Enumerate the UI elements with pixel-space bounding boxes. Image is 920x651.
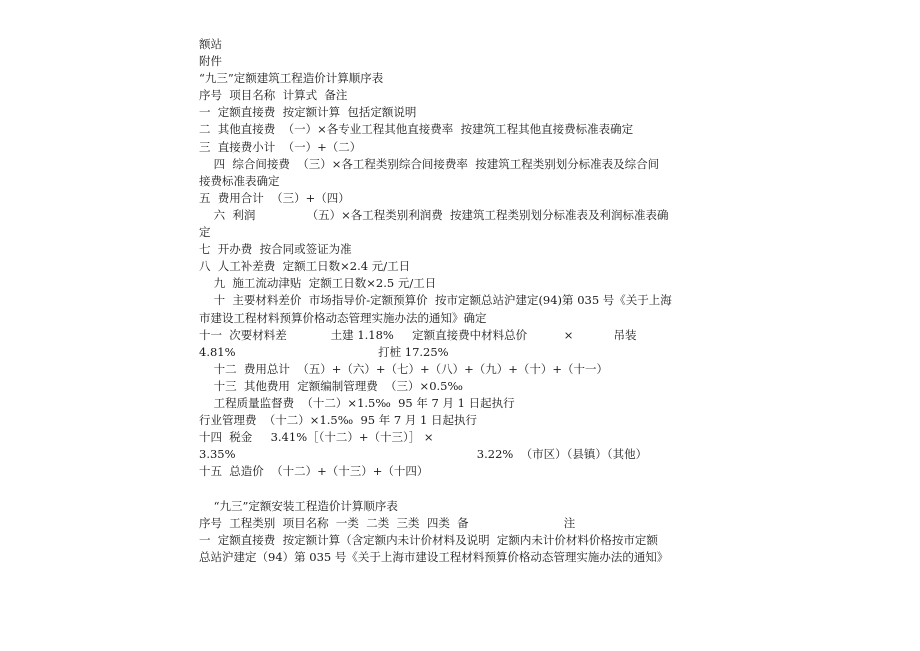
table-title-building: “九三”定额建筑工程造价计算顺序表 (199, 71, 384, 86)
text-line: 五 费用合计 （三）+（四） (199, 190, 350, 205)
document-page (199, 36, 721, 566)
text-line: 行业管理费 （十二）×1.5‰ 95 年 7 月 1 日起执行 (199, 413, 478, 428)
text-line: 二 其他直接费 （一）×各专业工程其他直接费率 按建筑工程其他直接费标准表确定 (199, 122, 634, 137)
text-line: 十一 次要材料差 土建 1.18% 定额直接费中材料总价 × 吊装 (199, 327, 637, 342)
text-line: 三 直接费小计 （一）+（二） (199, 139, 362, 154)
text-line: 七 开办费 按合同或签证为准 (199, 242, 352, 257)
text-line: 九 施工流动津贴 定额工日数×2.5 元/工日 (199, 276, 437, 291)
text-line: 市建设工程材料预算价格动态管理实施办法的通知》确定 (199, 310, 487, 325)
text-line: 十五 总造价 （十二）+（十三）+（十四） (199, 464, 429, 479)
text-line: 附件 (199, 54, 222, 69)
text-line: 十 主要材料差价 市场指导价-定额预算价 按市定额总站沪建定(94)第 035 号《关于上海 (199, 293, 672, 308)
text-line: 十二 费用总计 （五）+（六）+（七）+（八）+（九）+（十）+（十一） (199, 361, 609, 376)
text-line: 定 (199, 225, 211, 240)
text-line: 八 人工补差费 定额工日数×2.4 元/工日 (199, 259, 411, 274)
text-line: 接费标准表确定 (199, 173, 280, 188)
table-header-building: 序号 项目名称 计算式 备注 (199, 88, 348, 103)
text-line: 额站 (199, 37, 222, 51)
table-header-installation: 序号 工程类别 项目名称 一类 二类 三类 四类 备 注 (199, 515, 576, 530)
blank-line (199, 480, 721, 497)
text-line: 3.35% 3.22% （市区）（县镇）（其他） (199, 447, 648, 462)
text-line: 四 综合间接费 （三）×各工程类别综合间接费率 按建筑工程类别划分标准表及综合间 (199, 156, 660, 171)
table-title-installation: “九三”定额安装工程造价计算顺序表 (199, 498, 398, 513)
text-line: 工程质量监督费 （十二）×1.5‰ 95 年 7 月 1 日起执行 (199, 395, 515, 410)
text-line: 一 定额直接费 按定额计算（含定额内未计价材料及说明 定额内未计价材料价格按市定额 (199, 532, 658, 547)
text-line: 总站沪建定（94）第 035 号《关于上海市建设工程材料预算价格动态管理实施办法的通知》 (199, 549, 669, 564)
text-line: 六 利润 （五）×各工程类别利润费 按建筑工程类别划分标准表及利润标准表确 (199, 207, 669, 222)
text-line: 十三 其他费用 定额编制管理费 （三）×0.5‰ (199, 378, 463, 393)
text-line: 4.81% 打桩 17.25% (199, 344, 449, 359)
text-line: 一 定额直接费 按定额计算 包括定额说明 (199, 105, 417, 120)
text-line: 十四 税金 3.41%［（十二）+（十三）］ × (199, 430, 434, 445)
